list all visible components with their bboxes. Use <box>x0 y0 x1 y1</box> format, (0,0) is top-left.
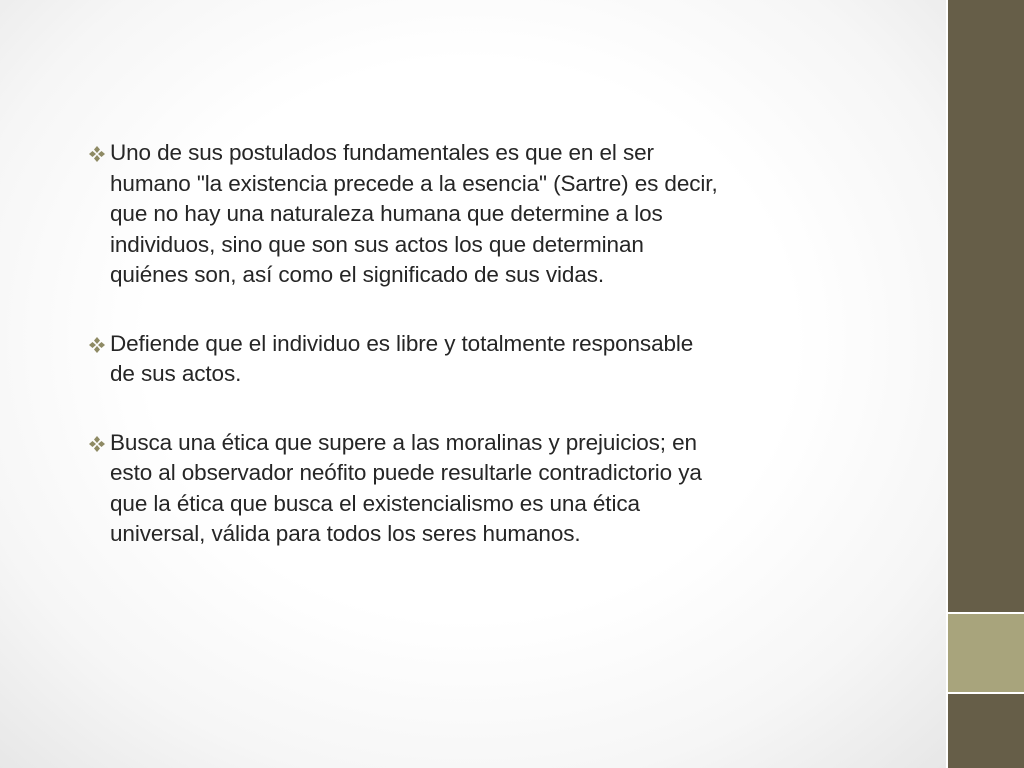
sidebar-accent-block <box>948 612 1024 694</box>
slide-content <box>88 138 833 588</box>
bullet-text: Busca una ética que supere a las moralinas y prejuicios; en esto al observador neófito puede resultarle contradictorio ya que la ética que busca el existencialismo es una ética universal, válida para todos los seres humanos. <box>110 429 702 546</box>
diamond-bullet-icon <box>88 145 106 163</box>
bullet-item <box>88 138 833 291</box>
bullet-text: Uno de sus postulados fundamentales es que en el ser humano "la existencia precede a la esencia" (Sartre) es decir, que no hay una naturaleza humana que determine a los individuos, sino que son sus actos los que determinan quiénes son, así como el significado de sus vidas. <box>110 140 718 287</box>
bullet-item <box>88 329 833 390</box>
diamond-bullet-icon <box>88 435 106 453</box>
diamond-bullet-icon <box>88 336 106 354</box>
bullet-text: Defiende que el individuo es libre y totalmente responsable de sus actos. <box>110 330 694 386</box>
bullet-item <box>88 428 833 550</box>
